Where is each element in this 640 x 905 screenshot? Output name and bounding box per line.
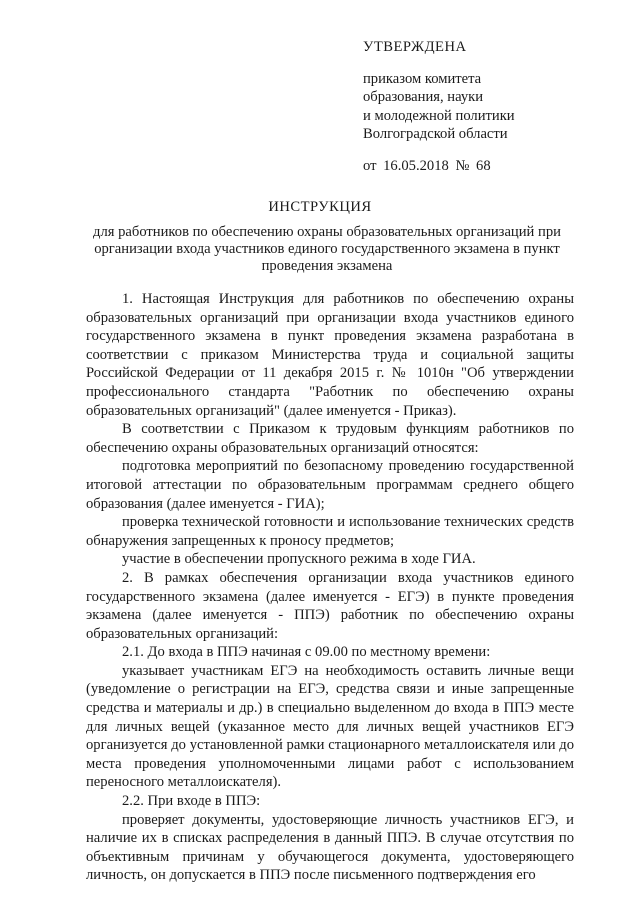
approval-line: приказом комитета [363, 70, 482, 87]
paragraph: 2. В рамках обеспечения организации входа участников единого государственного экзамена (далее именуется - ЕГЭ) в пункте проведения экзамена (далее именуется - ППЭ) работник по обеспечению охраны образовательных организаций: [86, 569, 574, 642]
approval-block [363, 38, 623, 176]
paragraph: проверка технической готовности и использование технических средств обнаружения запрещенных к проносу предметов; [86, 514, 574, 549]
document-title: ИНСТРУКЦИЯ [268, 199, 372, 215]
paragraph: 1. Настоящая Инструкция для работников по обеспечению охраны образовательных организаций при организации входа участников единого государственного экзамена в пункт проведения экзамена разработана в соответствии с приказом Министерства труда и социальной защиты Российской Федерации от 11 декабря 2015 г. № 1010н "Об утверждении профессионального стандарта "Работник по обеспечению охраны образовательных организаций" (далее именуется - Приказ). [86, 291, 574, 419]
paragraph: 2.2. При входе в ППЭ: [122, 793, 261, 810]
approval-title: УТВЕРЖДЕНА [363, 39, 467, 55]
document-body [86, 290, 574, 885]
paragraph: участие в обеспечении пропускного режима в ходе ГИА. [122, 551, 476, 568]
paragraph: указывает участникам ЕГЭ на необходимость оставить личные вещи (уведомление о регистрации на ЕГЭ, средства связи и иные запрещенные средства и материалы и др.) в специально выделенном до входа в ППЭ месте для личных вещей (указанное место для личных вещей участников ЕГЭ организуется до установленной рамки стационарного металлоискателя или до места проведения уполномоченными лицами работ с использованием переносного металлоискателя). [86, 662, 574, 791]
approval-line: образования, науки [363, 89, 484, 106]
paragraph: подготовка мероприятий по безопасному проведению государственной итоговой аттестации по образовательным программам среднего общего образования (далее именуется - ГИА); [86, 458, 574, 512]
approval-date-number: от 16.05.2018 № 68 [363, 157, 491, 174]
approval-line: и молодежной политики [363, 107, 515, 124]
document-subtitle: для работников по обеспечению охраны образовательных организаций при организации входа участников единого государственного экзамена в пункт проведения экзамена [93, 224, 561, 274]
paragraph: проверяет документы, удостоверяющие личность участников ЕГЭ, и наличие их в списках распределения в данный ППЭ. В случае отсутствия по объективным причинам у обучающегося документа, удостоверяющего личность, он допускается в ППЭ после письменного подтверждения его [86, 811, 574, 884]
paragraph: 2.1. До входа в ППЭ начиная с 09.00 по местному времени: [122, 644, 491, 661]
approval-line: Волгоградской области [363, 126, 508, 143]
paragraph: В соответствии с Приказом к трудовым функциям работников по обеспечению охраны образовательных организаций относятся: [86, 421, 574, 456]
